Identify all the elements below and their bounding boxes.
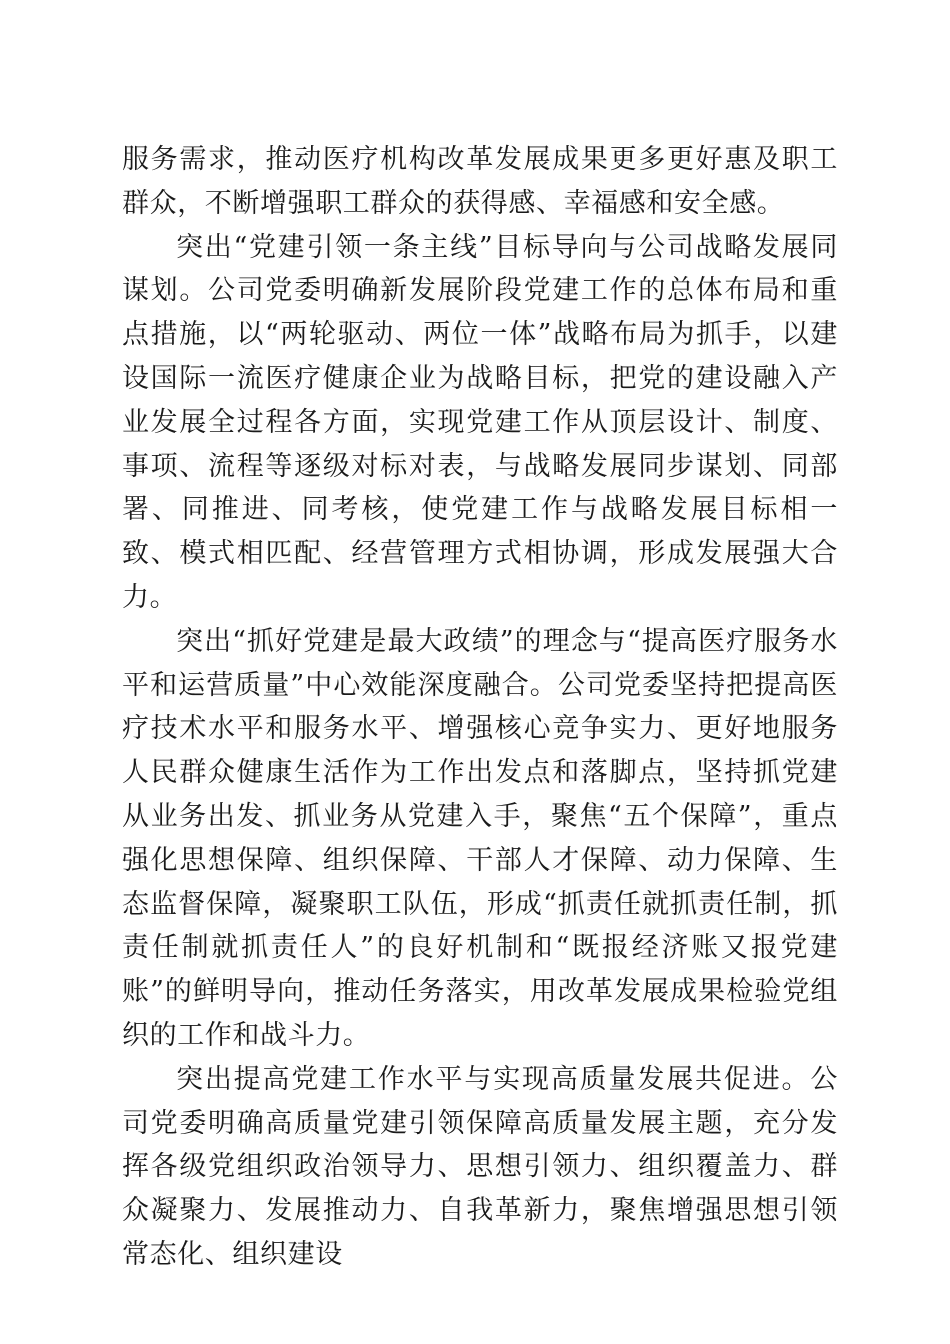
paragraph-2: 突出“党建引领一条主线”目标导向与公司战略发展同谋划。公司党委明确新发展阶段党建工作的总体布局和重点措施，以“两轮驱动、两位一体”战略布局为抓手，以建设国际一流医疗健康企业为战略目标，把党的建设融入产业发展全过程各方面，实现党建工作从顶层设计、制度、事项、流程等逐级对标对表，与战略发展同步谋划、同部署、同推进、同考核，使党建工作与战略发展目标相一致、模式相匹配、经营管理方式相协调，形成发展强大合力。 <box>122 231 838 613</box>
paragraph-3: 突出“抓好党建是最大政绩”的理念与“提高医疗服务水平和运营质量”中心效能深度融合。公司党委坚持把提高医疗技术水平和服务水平、增强核心竞争实力、更好地服务人民群众健康生活作为工作出发点和落脚点，坚持抓党建从业务出发、抓业务从党建入手，聚焦“五个保障”，重点强化思想保障、组织保障、干部人才保障、动力保障、生态监督保障，凝聚职工队伍，形成“抓责任就抓责任制，抓责任制就抓责任人”的良好机制和“既报经济账又报党建账”的鲜明导向，推动任务落实，用改革发展成果检验党组织的工作和战斗力。 <box>122 625 838 1051</box>
paragraph-1: 服务需求，推动医疗机构改革发展成果更多更好惠及职工群众，不断增强职工群众的获得感、幸福感和安全感。 <box>122 144 838 219</box>
paragraph-4: 突出提高党建工作水平与实现高质量发展共促进。公司党委明确高质量党建引领保障高质量发展主题，充分发挥各级党组织政治领导力、思想引领力、组织覆盖力、群众凝聚力、发展推动力、自我革新力，聚焦增强思想引领常态化、组织建设 <box>122 1063 838 1270</box>
document-body <box>122 138 838 1277</box>
